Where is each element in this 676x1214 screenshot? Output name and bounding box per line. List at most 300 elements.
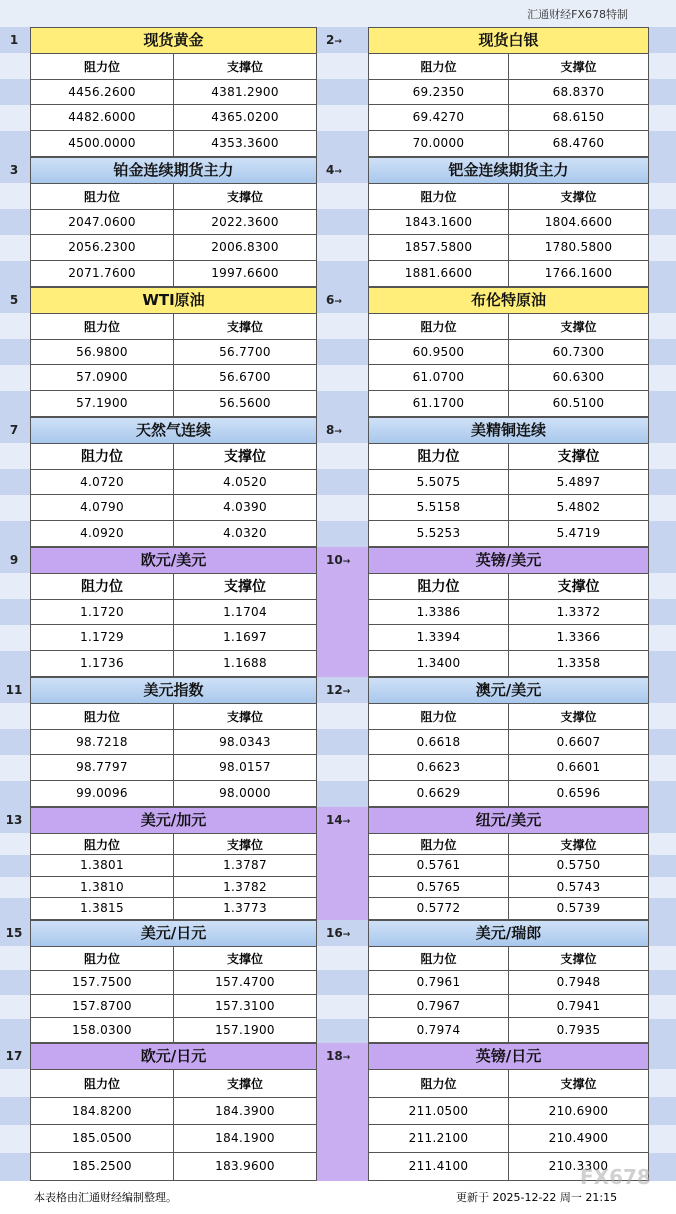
resistance-value: 1.1729 bbox=[31, 625, 174, 650]
support-value: 68.4760 bbox=[552, 136, 605, 151]
support-value: 68.8370 bbox=[552, 84, 605, 99]
quote-table bbox=[31, 1070, 316, 1180]
table-header-row bbox=[369, 444, 648, 470]
stripe bbox=[649, 79, 676, 105]
stripe bbox=[0, 755, 30, 781]
resistance-header: 阻力位 bbox=[31, 1070, 174, 1097]
table-row bbox=[369, 971, 648, 995]
table-header-row bbox=[369, 1070, 648, 1098]
row-stripe-column bbox=[0, 1043, 30, 1181]
resistance-value: 1.1720 bbox=[31, 600, 174, 625]
resistance-header: 阻力位 bbox=[369, 574, 509, 599]
table-row bbox=[369, 898, 648, 919]
support-value: 0.6596 bbox=[556, 786, 601, 801]
header-title: 汇通财经FX678特制 bbox=[527, 8, 628, 21]
resistance-value: 4500.0000 bbox=[31, 131, 174, 157]
support-value: 1766.1600 bbox=[544, 266, 613, 281]
support-header: 支撑位 bbox=[560, 319, 597, 334]
support-header: 支撑位 bbox=[226, 319, 263, 334]
support-value: 0.7935 bbox=[556, 1023, 601, 1038]
table-row bbox=[369, 730, 648, 756]
table-row bbox=[369, 105, 648, 131]
quote-table bbox=[369, 314, 648, 416]
support-header: 支撑位 bbox=[560, 59, 597, 74]
support-value: 2006.8300 bbox=[211, 240, 279, 255]
stripe bbox=[649, 1069, 676, 1097]
panel-number-16 bbox=[322, 926, 370, 940]
row-stripe-column bbox=[649, 807, 676, 920]
table-header-row bbox=[369, 54, 648, 80]
support-value: 4381.2900 bbox=[211, 84, 279, 99]
stripe bbox=[317, 313, 368, 339]
support-value: 1.3787 bbox=[223, 858, 267, 873]
resistance-header: 阻力位 bbox=[31, 574, 174, 599]
arrow-right-icon: → bbox=[342, 687, 351, 697]
support-value: 1.1704 bbox=[223, 604, 267, 619]
quote-panel-2 bbox=[368, 27, 649, 157]
stripe bbox=[649, 855, 676, 877]
support-value: 1997.6600 bbox=[211, 266, 279, 281]
quote-panel-15 bbox=[30, 920, 317, 1043]
stripe bbox=[0, 365, 30, 391]
panel-number-4 bbox=[322, 163, 370, 177]
resistance-value: 211.0500 bbox=[369, 1098, 509, 1125]
quote-panel-1 bbox=[30, 27, 317, 157]
quote-table bbox=[31, 54, 316, 156]
panel-number-18 bbox=[322, 1049, 370, 1063]
panel-number-5 bbox=[0, 293, 28, 307]
quote-table bbox=[31, 574, 316, 676]
support-value: 1.3358 bbox=[556, 656, 601, 671]
stripe bbox=[317, 898, 368, 920]
panel-title: WTI原油 bbox=[31, 288, 316, 314]
table-row bbox=[369, 600, 648, 626]
table-row bbox=[31, 755, 316, 781]
stripe bbox=[649, 495, 676, 521]
panel-number-14 bbox=[322, 813, 370, 827]
stripe bbox=[317, 651, 368, 677]
table-row bbox=[31, 855, 316, 876]
table-row bbox=[369, 781, 648, 807]
resistance-value: 57.0900 bbox=[31, 365, 174, 390]
resistance-value: 57.1900 bbox=[31, 391, 174, 417]
support-value: 4.0520 bbox=[223, 474, 267, 489]
support-header: 支撑位 bbox=[224, 449, 266, 466]
support-value: 5.4802 bbox=[556, 500, 601, 515]
stripe bbox=[649, 833, 676, 855]
panel-title: 欧元/美元 bbox=[31, 548, 316, 574]
table-row bbox=[31, 495, 316, 521]
table-row bbox=[31, 1153, 316, 1181]
stripe bbox=[649, 521, 676, 547]
quote-panel-7 bbox=[30, 417, 317, 547]
table-row bbox=[369, 651, 648, 677]
stripe bbox=[317, 781, 368, 807]
footer-note: 本表格由汇通财经编制整理。 bbox=[34, 1191, 177, 1204]
support-value: 56.7700 bbox=[219, 344, 271, 359]
quote-table bbox=[369, 54, 648, 156]
stripe bbox=[649, 677, 676, 703]
panel-number-label: 18 bbox=[326, 1049, 343, 1063]
stripe bbox=[0, 995, 30, 1019]
stripe bbox=[317, 79, 368, 105]
resistance-header: 阻力位 bbox=[369, 947, 509, 970]
panel-title: 美元指数 bbox=[31, 678, 316, 704]
panel-number-7 bbox=[0, 423, 28, 437]
support-header: 支撑位 bbox=[557, 579, 600, 596]
stripe bbox=[317, 946, 368, 970]
stripe bbox=[317, 53, 368, 79]
resistance-value: 1.1736 bbox=[31, 651, 174, 677]
panel-number-17 bbox=[0, 1049, 28, 1063]
stripe bbox=[0, 469, 30, 495]
stripe bbox=[0, 495, 30, 521]
resistance-value: 0.5765 bbox=[369, 877, 509, 897]
panel-number-label: 6 bbox=[326, 293, 335, 307]
table-header-row bbox=[31, 704, 316, 730]
table-row bbox=[369, 261, 648, 287]
quote-panel-13 bbox=[30, 807, 317, 920]
panel-title: 铂金连续期货主力 bbox=[31, 158, 316, 184]
resistance-value: 0.5761 bbox=[369, 855, 509, 875]
stripe bbox=[0, 183, 30, 209]
table-header-row bbox=[31, 444, 316, 470]
resistance-value: 1.3386 bbox=[369, 600, 509, 625]
stripe bbox=[0, 53, 30, 79]
table-row bbox=[369, 1125, 648, 1153]
stripe bbox=[649, 313, 676, 339]
panel-number-label: 3 bbox=[9, 163, 19, 177]
resistance-value: 60.9500 bbox=[369, 340, 509, 365]
quote-panel-11 bbox=[30, 677, 317, 807]
stripe bbox=[649, 157, 676, 183]
stripe bbox=[317, 1097, 368, 1125]
resistance-value: 1857.5800 bbox=[369, 235, 509, 260]
table-row bbox=[31, 521, 316, 547]
row-stripe-column bbox=[649, 287, 676, 417]
support-value: 0.6601 bbox=[556, 760, 601, 775]
table-header-row bbox=[369, 184, 648, 210]
stripe bbox=[0, 313, 30, 339]
stripe bbox=[0, 573, 30, 599]
stripe bbox=[649, 729, 676, 755]
support-value: 157.4700 bbox=[215, 975, 275, 990]
panel-title: 纽元/美元 bbox=[369, 808, 648, 834]
stripe bbox=[0, 877, 30, 899]
table-header-row bbox=[369, 947, 648, 971]
quote-table bbox=[369, 574, 648, 676]
stripe bbox=[0, 1097, 30, 1125]
stripe bbox=[317, 469, 368, 495]
stripe bbox=[0, 970, 30, 994]
stripe bbox=[649, 417, 676, 443]
panel-title: 天然气连续 bbox=[31, 418, 316, 444]
stripe bbox=[317, 209, 368, 235]
panel-number-label: 10 bbox=[326, 553, 343, 567]
arrow-right-icon: → bbox=[334, 297, 342, 307]
stripe bbox=[649, 898, 676, 920]
stripe bbox=[649, 53, 676, 79]
panel-title: 英镑/美元 bbox=[369, 548, 648, 574]
table-header-row bbox=[31, 314, 316, 340]
table-row bbox=[31, 651, 316, 677]
support-value: 4.0320 bbox=[223, 526, 267, 541]
panel-number-label: 2 bbox=[326, 33, 335, 47]
resistance-header: 阻力位 bbox=[31, 704, 174, 729]
support-header: 支撑位 bbox=[560, 1076, 597, 1091]
stripe bbox=[649, 443, 676, 469]
stripe bbox=[317, 970, 368, 994]
resistance-value: 0.7974 bbox=[369, 1018, 509, 1042]
stripe bbox=[649, 1019, 676, 1043]
resistance-value: 2056.2300 bbox=[31, 235, 174, 260]
stripe bbox=[649, 1097, 676, 1125]
table-row bbox=[31, 600, 316, 626]
stripe bbox=[649, 365, 676, 391]
resistance-value: 5.5158 bbox=[369, 495, 509, 520]
resistance-value: 98.7797 bbox=[31, 755, 174, 780]
panel-title: 英镑/日元 bbox=[369, 1044, 648, 1070]
stripe bbox=[649, 27, 676, 53]
support-value: 68.6150 bbox=[552, 110, 605, 125]
resistance-header: 阻力位 bbox=[369, 184, 509, 209]
quote-table bbox=[369, 184, 648, 286]
resistance-header: 阻力位 bbox=[31, 184, 174, 209]
stripe bbox=[317, 1153, 368, 1181]
support-value: 1804.6600 bbox=[544, 214, 613, 229]
resistance-value: 69.4270 bbox=[369, 105, 509, 130]
support-value: 1.3372 bbox=[556, 604, 601, 619]
resistance-value: 1.3394 bbox=[369, 625, 509, 650]
table-header-row bbox=[369, 704, 648, 730]
stripe bbox=[317, 521, 368, 547]
stripe bbox=[317, 495, 368, 521]
stripe bbox=[649, 755, 676, 781]
support-header: 支撑位 bbox=[560, 837, 597, 852]
stripe bbox=[649, 920, 676, 946]
table-row bbox=[369, 470, 648, 496]
quote-panel-6 bbox=[368, 287, 649, 417]
quote-table bbox=[31, 947, 316, 1042]
panel-title: 现货白银 bbox=[369, 28, 648, 54]
support-value: 210.3300 bbox=[548, 1159, 609, 1174]
support-header: 支撑位 bbox=[557, 449, 600, 466]
table-row bbox=[31, 235, 316, 261]
stripe bbox=[0, 1153, 30, 1181]
stripe bbox=[0, 781, 30, 807]
stripe bbox=[649, 131, 676, 157]
resistance-header: 阻力位 bbox=[369, 1070, 509, 1097]
stripe bbox=[0, 651, 30, 677]
stripe bbox=[317, 339, 368, 365]
stripe bbox=[317, 105, 368, 131]
table-row bbox=[31, 1018, 316, 1042]
stripe bbox=[317, 365, 368, 391]
panel-title: 美元/瑞郎 bbox=[369, 921, 648, 947]
support-value: 0.5743 bbox=[556, 879, 601, 894]
support-header: 支撑位 bbox=[226, 189, 263, 204]
table-row bbox=[369, 210, 648, 236]
stripe bbox=[0, 946, 30, 970]
table-row bbox=[31, 1098, 316, 1126]
panel-number-label: 7 bbox=[9, 423, 19, 437]
stripe bbox=[317, 1125, 368, 1153]
resistance-value: 157.7500 bbox=[31, 971, 174, 994]
panel-number-label: 9 bbox=[9, 553, 19, 567]
stripe bbox=[317, 443, 368, 469]
panel-title: 布伦特原油 bbox=[369, 288, 648, 314]
resistance-header: 阻力位 bbox=[369, 444, 509, 469]
row-stripe-column bbox=[649, 27, 676, 157]
stripe bbox=[0, 1125, 30, 1153]
stripe bbox=[649, 469, 676, 495]
panel-number-3 bbox=[0, 163, 28, 177]
resistance-header: 阻力位 bbox=[31, 444, 174, 469]
table-row bbox=[369, 877, 648, 898]
table-row bbox=[369, 365, 648, 391]
table-header-row bbox=[31, 54, 316, 80]
resistance-header: 阻力位 bbox=[369, 314, 509, 339]
stripe bbox=[649, 807, 676, 833]
panel-number-1 bbox=[0, 33, 28, 47]
stripe bbox=[0, 625, 30, 651]
quote-table bbox=[369, 444, 648, 546]
stripe bbox=[0, 339, 30, 365]
row-stripe-column bbox=[649, 677, 676, 807]
support-value: 1.3366 bbox=[556, 630, 601, 645]
support-value: 1780.5800 bbox=[544, 240, 613, 255]
panel-number-15 bbox=[0, 926, 28, 940]
stripe bbox=[649, 209, 676, 235]
support-value: 184.1900 bbox=[215, 1131, 275, 1146]
resistance-value: 4.0920 bbox=[31, 521, 174, 547]
panel-number-label: 11 bbox=[5, 683, 23, 697]
panel-number-8 bbox=[322, 423, 370, 437]
stripe bbox=[649, 625, 676, 651]
stripe bbox=[317, 625, 368, 651]
panel-title: 欧元/日元 bbox=[31, 1044, 316, 1070]
support-header: 支撑位 bbox=[226, 709, 263, 724]
stripe bbox=[649, 287, 676, 313]
table-row bbox=[369, 340, 648, 366]
resistance-value: 4.0790 bbox=[31, 495, 174, 520]
resistance-value: 70.0000 bbox=[369, 131, 509, 157]
support-value: 5.4897 bbox=[556, 474, 601, 489]
arrow-right-icon: → bbox=[342, 930, 351, 940]
resistance-value: 0.6629 bbox=[369, 781, 509, 807]
panel-title: 美元/日元 bbox=[31, 921, 316, 947]
stripe bbox=[317, 833, 368, 855]
stripe bbox=[317, 261, 368, 287]
support-value: 60.5100 bbox=[552, 396, 605, 411]
support-header: 支撑位 bbox=[560, 189, 597, 204]
quote-table bbox=[31, 314, 316, 416]
support-value: 5.4719 bbox=[556, 526, 601, 541]
resistance-value: 185.0500 bbox=[31, 1125, 174, 1152]
resistance-value: 157.8700 bbox=[31, 995, 174, 1018]
stripe bbox=[0, 521, 30, 547]
stripe bbox=[317, 235, 368, 261]
stripe bbox=[649, 1043, 676, 1069]
arrow-right-icon: → bbox=[342, 1053, 351, 1063]
stripe bbox=[649, 547, 676, 573]
stripe bbox=[317, 855, 368, 877]
support-value: 210.4900 bbox=[548, 1131, 609, 1146]
table-row bbox=[31, 470, 316, 496]
stripe bbox=[649, 970, 676, 994]
table-row bbox=[31, 105, 316, 131]
table-row bbox=[31, 995, 316, 1019]
quote-table bbox=[31, 444, 316, 546]
support-value: 60.7300 bbox=[552, 344, 605, 359]
panel-number-13 bbox=[0, 813, 28, 827]
support-value: 0.7941 bbox=[556, 998, 601, 1013]
support-value: 0.7948 bbox=[556, 975, 601, 990]
support-value: 98.0157 bbox=[219, 760, 271, 775]
quote-panel-12 bbox=[368, 677, 649, 807]
panel-title: 钯金连续期货主力 bbox=[369, 158, 648, 184]
panel-number-2 bbox=[322, 33, 370, 47]
stripe bbox=[649, 599, 676, 625]
stripe bbox=[317, 391, 368, 417]
support-value: 60.6300 bbox=[552, 370, 605, 385]
resistance-header: 阻力位 bbox=[369, 54, 509, 79]
stripe bbox=[649, 703, 676, 729]
quote-panel-9 bbox=[30, 547, 317, 677]
resistance-value: 1.3801 bbox=[31, 855, 174, 875]
support-value: 1.1688 bbox=[223, 656, 267, 671]
stripe bbox=[0, 391, 30, 417]
stripe bbox=[649, 105, 676, 131]
quote-table bbox=[31, 834, 316, 919]
support-value: 184.3900 bbox=[215, 1103, 275, 1118]
stripe bbox=[0, 833, 30, 855]
resistance-value: 2071.7600 bbox=[31, 261, 174, 287]
resistance-value: 99.0096 bbox=[31, 781, 174, 807]
support-value: 2022.3600 bbox=[211, 214, 279, 229]
quote-panel-4 bbox=[368, 157, 649, 287]
quote-panel-14 bbox=[368, 807, 649, 920]
stripe bbox=[317, 1069, 368, 1097]
resistance-header: 阻力位 bbox=[31, 834, 174, 854]
stripe bbox=[649, 183, 676, 209]
resistance-value: 1.3815 bbox=[31, 898, 174, 919]
support-header: 支撑位 bbox=[226, 837, 263, 852]
table-row bbox=[369, 80, 648, 106]
stripe bbox=[317, 995, 368, 1019]
table-row bbox=[369, 995, 648, 1019]
table-row bbox=[31, 80, 316, 106]
stripe bbox=[649, 651, 676, 677]
stripe bbox=[649, 573, 676, 599]
panel-number-label: 1 bbox=[9, 33, 19, 47]
stripe bbox=[649, 1153, 676, 1181]
quote-panel-17 bbox=[30, 1043, 317, 1181]
table-row bbox=[369, 1098, 648, 1126]
arrow-right-icon: → bbox=[334, 427, 342, 437]
support-value: 183.9600 bbox=[215, 1159, 275, 1174]
panel-number-label: 16 bbox=[326, 926, 343, 940]
stripe bbox=[0, 729, 30, 755]
table-header-row bbox=[369, 314, 648, 340]
table-row bbox=[369, 495, 648, 521]
support-value: 1.3773 bbox=[223, 901, 267, 916]
stripe bbox=[317, 573, 368, 599]
panel-number-9 bbox=[0, 553, 28, 567]
table-header-row bbox=[31, 947, 316, 971]
resistance-value: 184.8200 bbox=[31, 1098, 174, 1125]
resistance-value: 61.0700 bbox=[369, 365, 509, 390]
